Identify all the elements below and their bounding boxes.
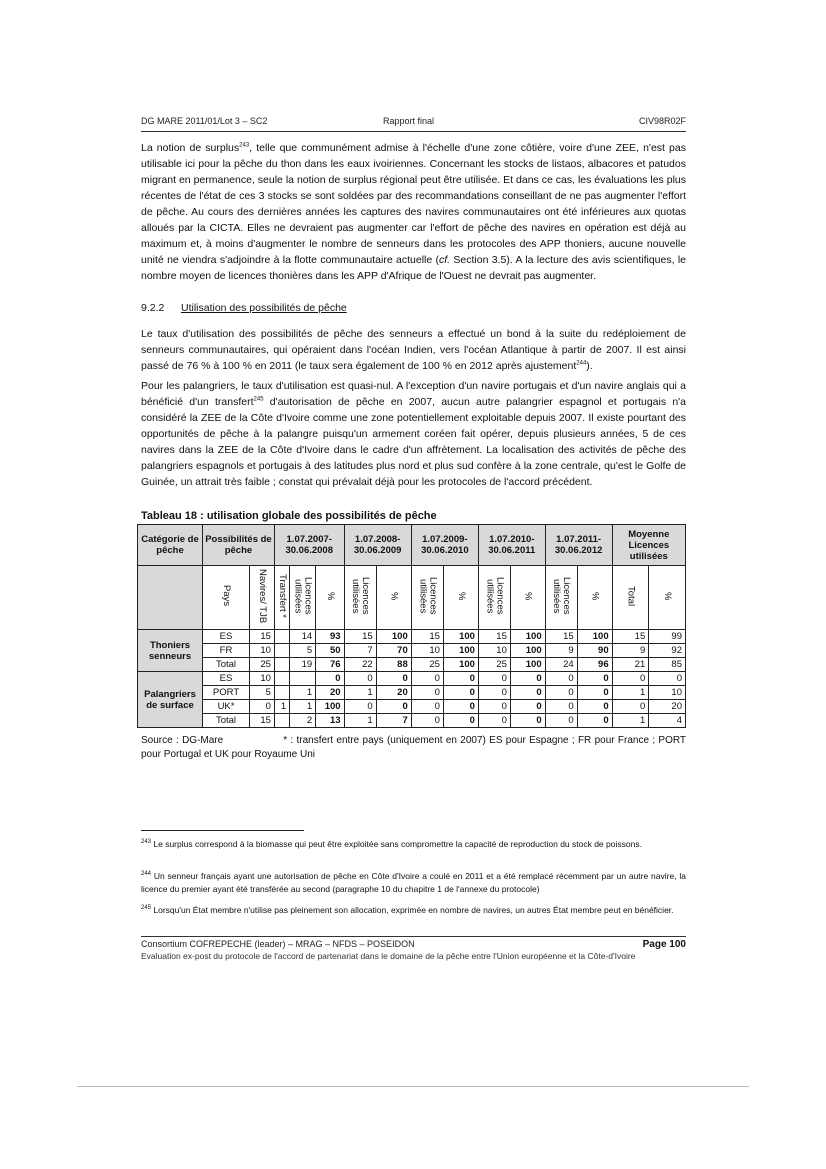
table-cell: Total <box>203 658 250 672</box>
table-cell: 0 <box>478 672 510 686</box>
table-cell: 15 <box>612 630 649 644</box>
table-cell: 9 <box>612 644 649 658</box>
table-cell: PORT <box>203 686 250 700</box>
text: * : transfert entre pays (uniquement en 2007) ES pour Espagne ; FR pour France ; PORT pour Portugal et UK pour Royaume Uni <box>141 735 686 760</box>
table-cell <box>274 630 289 644</box>
table-cell <box>274 686 289 700</box>
table-cell: 0 <box>545 714 577 728</box>
table-cell: 0 <box>443 714 478 728</box>
subheader-cell <box>274 566 289 630</box>
table-cell <box>274 658 289 672</box>
text: Licences utilisées <box>417 577 439 615</box>
table-cell: 25 <box>250 658 275 672</box>
table-cell: 5 <box>290 644 316 658</box>
table-cell: 0 <box>411 700 443 714</box>
table-cell: 100 <box>376 630 411 644</box>
table-cell: 0 <box>510 672 545 686</box>
table-cell: 15 <box>250 714 275 728</box>
table-cell: 85 <box>649 658 686 672</box>
footnote <box>141 904 686 917</box>
table-subheader-row <box>138 566 686 630</box>
table-cell: 0 <box>376 700 411 714</box>
table-cell: 93 <box>316 630 344 644</box>
footer-rule <box>141 936 686 937</box>
table-cell: 15 <box>411 630 443 644</box>
table-cell: 1 <box>344 686 376 700</box>
subheader-cell <box>478 566 510 630</box>
category-cell: Thoniers senneurs <box>138 630 203 672</box>
text: % <box>589 591 601 601</box>
text: Le taux d'utilisation des possibilités de pêche des senneurs a effectué un bond à la suite du redéploiement de senneurs communautaires, qui opéraient dans l'océan Indien, vers l'océan Atlantique à partir de 2007. Il est ainsi passé de 76 % à 100 % en 2011 (le taux sera également de 100 % en 2012 après ajustement <box>141 328 686 372</box>
table-cell: 1 <box>344 714 376 728</box>
table-cell: 0 <box>545 700 577 714</box>
subheader-cell <box>203 566 250 630</box>
subheader-cell <box>250 566 275 630</box>
table-cell: 15 <box>545 630 577 644</box>
table-cell: 50 <box>316 644 344 658</box>
table-cell: 100 <box>443 630 478 644</box>
table-cell: 92 <box>649 644 686 658</box>
table-cell: 0 <box>411 714 443 728</box>
footnote-ref: 243 <box>239 142 250 149</box>
table-cell <box>274 714 289 728</box>
table-row <box>138 686 686 700</box>
table-cell: 15 <box>344 630 376 644</box>
table-cell: 0 <box>545 686 577 700</box>
text: Source : DG-Mare <box>141 735 224 746</box>
table-cell: 0 <box>344 672 376 686</box>
table-cell: UK* <box>203 700 250 714</box>
table-source-note <box>141 734 686 762</box>
footnote-number: 243 <box>141 839 152 846</box>
table-cell: 0 <box>443 686 478 700</box>
table-cell: 15 <box>478 630 510 644</box>
table-cell: 100 <box>510 644 545 658</box>
text: d'autorisation de pêche en 2007, aucun autre palangrier espagnol et portugais n'a considéré la ZEE de la Côte d'Ivoire comme une zone potentiellement exploitable depuis 2007. Il existe pourtant des opportunités de pêche à la palangre puisqu'un armement coréen fait opérer, depuis plusieurs années, 5 de ces navires dans la ZEE de la Côte d'Ivoire dans le cadre d'un affrètement. La localisation des activités de pêche des palangriers espagnols et portugais à des latitudes plus nord et plus sud confère à la zone centrale, qu'est le Golfe de Guinée, un attrait très faible ; constat qui prévalait déjà pour les protocoles de l'accord précédent. <box>141 396 687 488</box>
col-header: 1.07.2011-30.06.2012 <box>545 525 612 566</box>
subheader-cell <box>510 566 545 630</box>
header-rule <box>141 131 686 132</box>
table-cell: 7 <box>376 714 411 728</box>
table-cell <box>290 672 316 686</box>
text: Pays <box>221 585 233 607</box>
footnote-number: 244 <box>141 871 152 878</box>
table-row <box>138 700 686 714</box>
table-cell: 1 <box>290 700 316 714</box>
table-cell: 0 <box>443 700 478 714</box>
blank-cell <box>138 566 203 630</box>
subheader-cell <box>344 566 376 630</box>
table-cell: 1 <box>274 700 289 714</box>
text: Pour les palangriers, le taux d'utilisation est quasi-nul. A l'exception d'un navire portugais et d'un navire anglais qui a bénéficié d'un transfert <box>141 380 686 408</box>
table-cell: 100 <box>316 700 344 714</box>
table-cell: 0 <box>612 672 649 686</box>
text: % <box>388 591 400 601</box>
footnote-ref: 244 <box>576 360 587 367</box>
text: Un senneur français ayant une autorisation de pêche en Côte d'Ivoire a coulé en 2011 et a été remplacé récemment par un autre navire, la licence du premier ayant été transférée au second (paragraphe 10 du chapitre 1 de l'annexe du protocole) <box>141 871 686 894</box>
table-cell: 0 <box>478 686 510 700</box>
text: Total <box>625 585 637 607</box>
text: Lorsqu'un État membre n'utilise pas pleinement son allocation, exprimée en nombre de navires, un autres État membre peut en bénéficier. <box>151 905 674 915</box>
text: Transfert * <box>277 574 289 618</box>
table-cell: 15 <box>250 630 275 644</box>
table-cell: 0 <box>612 700 649 714</box>
table-cell: 25 <box>478 658 510 672</box>
subheader-cell <box>649 566 686 630</box>
table-cell: 7 <box>344 644 376 658</box>
table-cell: 0 <box>376 672 411 686</box>
subheader-cell <box>290 566 316 630</box>
table-cell: 0 <box>577 672 612 686</box>
subheader-cell <box>577 566 612 630</box>
table-cell: 0 <box>443 672 478 686</box>
text: Licences utilisées <box>484 577 506 615</box>
table-cell: 100 <box>443 658 478 672</box>
table-cell: 0 <box>510 686 545 700</box>
section-title: Utilisation des possibilités de pêche <box>181 302 347 314</box>
table-cell: 0 <box>545 672 577 686</box>
table-cell: 0 <box>649 672 686 686</box>
page-footer <box>141 939 686 949</box>
subheader-cell <box>443 566 478 630</box>
table-cell: FR <box>203 644 250 658</box>
table-cell: 0 <box>510 714 545 728</box>
table-cell: 0 <box>250 700 275 714</box>
table-cell: 2 <box>290 714 316 728</box>
subheader-cell <box>612 566 649 630</box>
footnote-ref: 245 <box>253 396 264 403</box>
text: % <box>522 591 534 601</box>
text: % <box>324 591 336 601</box>
table-cell: 0 <box>344 700 376 714</box>
table-cell: 0 <box>411 686 443 700</box>
table-row <box>138 672 686 686</box>
section-number: 9.2.2 <box>141 302 165 314</box>
table-cell: 10 <box>649 686 686 700</box>
table-cell: 24 <box>545 658 577 672</box>
table-cell: 100 <box>510 630 545 644</box>
subheader-cell <box>376 566 411 630</box>
section-heading <box>141 302 347 314</box>
text: % <box>662 591 674 601</box>
table-cell: 88 <box>376 658 411 672</box>
table-cell: Total <box>203 714 250 728</box>
fishing-opportunities-table <box>137 524 686 728</box>
table-cell: 22 <box>344 658 376 672</box>
table-cell: 0 <box>510 700 545 714</box>
footnote-separator <box>141 830 304 831</box>
col-header: 1.07.2010-30.06.2011 <box>478 525 545 566</box>
table-cell: 9 <box>545 644 577 658</box>
table-cell: 0 <box>577 700 612 714</box>
subheader-cell <box>411 566 443 630</box>
text: Licences utilisées <box>350 577 372 615</box>
paragraph-surplus <box>141 140 686 284</box>
text: Licences utilisées <box>551 577 573 615</box>
table-cell: 21 <box>612 658 649 672</box>
table-cell: 19 <box>290 658 316 672</box>
table-cell: 0 <box>577 686 612 700</box>
page-number: Page 100 <box>642 939 686 950</box>
header-reference: DG MARE 2011/01/Lot 3 – SC2 <box>141 116 268 126</box>
footnote <box>141 870 686 896</box>
text: , telle que communément admise à l'échelle d'une zone côtière, voire d'une ZEE, n'est pas utilisable ici pour la pêche du thon dans les eaux ivoiriennes. Concernant les stocks de listaos, albacores et patudos migrant en permanence, seule la notion de surplus régional peut être utilisée. Et dans ce cas, les évaluations les plus récentes de l'état de ces 3 stocks se sont soldées par des recommandations conseillant de ne pas augmenter l'effort de pêche. Au cours des dernières années les captures des navires communautaires ont été inférieures aux quotas alloués par la CICTA. Elles ne devraient pas augmenter car l'effort de pêche des navires en opération est déjà au maximum et, à moins d'augmenter le nombre de senneurs dans les protocoles des APP thoniers, aucune nouvelle unité ne viendra s'adjoindre à la flotte communautaire actuelle ( <box>141 142 686 266</box>
table-cell: 10 <box>250 672 275 686</box>
table-row <box>138 630 686 644</box>
table-cell: 4 <box>649 714 686 728</box>
header-title: Rapport final <box>383 116 435 126</box>
table-cell: 25 <box>411 658 443 672</box>
col-header: Moyenne Licences utilisées <box>612 525 685 566</box>
table-cell: 10 <box>250 644 275 658</box>
table-caption: Tableau 18 : utilisation globale des possibilités de pêche <box>141 510 437 522</box>
table-cell: 100 <box>577 630 612 644</box>
table-cell <box>274 672 289 686</box>
table-cell: 1 <box>612 714 649 728</box>
table-cell: 0 <box>478 700 510 714</box>
table-cell: ES <box>203 672 250 686</box>
paragraph-palangriers <box>141 378 686 490</box>
table-row <box>138 714 686 728</box>
footnote-number: 245 <box>141 905 152 912</box>
table-cell: 5 <box>250 686 275 700</box>
table-cell <box>274 644 289 658</box>
category-cell: Palangriers de surface <box>138 672 203 728</box>
table-cell: 10 <box>478 644 510 658</box>
col-header: 1.07.2009-30.06.2010 <box>411 525 478 566</box>
table-cell: 20 <box>649 700 686 714</box>
subheader-cell <box>545 566 577 630</box>
table-cell: 1 <box>612 686 649 700</box>
col-header: Possibilités de pêche <box>203 525 275 566</box>
table-cell: 70 <box>376 644 411 658</box>
table-cell: 20 <box>376 686 411 700</box>
table-cell: 0 <box>411 672 443 686</box>
table-row <box>138 644 686 658</box>
table-cell: 96 <box>577 658 612 672</box>
text: Licences utilisées <box>292 577 314 615</box>
col-header: 1.07.2007-30.06.2008 <box>274 525 344 566</box>
text: Section 3.5). A la lecture des avis scientifiques, le nombre moyen de licences thonières dans les APP d'Afrique de l'Ouest ne devrait pas augmenter. <box>141 254 686 282</box>
text: ). <box>586 360 593 372</box>
table-cell: 1 <box>290 686 316 700</box>
text: % <box>455 591 467 601</box>
footer-subtitle: Evaluation ex-post du protocole de l'accord de partenariat dans le domaine de la pêche entre l'Union européenne et la Côte-d'Ivoire <box>141 951 636 961</box>
text: Navires/ TJB <box>256 568 268 624</box>
table-cell: ES <box>203 630 250 644</box>
table-cell: 13 <box>316 714 344 728</box>
table-cell: 100 <box>443 644 478 658</box>
paragraph-senneurs <box>141 326 686 374</box>
text: Le surplus correspond à la biomasse qui peut être exploitée sans compromettre la capacité de reproduction du stock de poissons. <box>151 839 642 849</box>
text: cf. <box>439 254 451 266</box>
table-header-row <box>138 525 686 566</box>
table-cell: 90 <box>577 644 612 658</box>
table-row <box>138 658 686 672</box>
table-cell: 100 <box>510 658 545 672</box>
table-cell: 0 <box>577 714 612 728</box>
table-cell: 14 <box>290 630 316 644</box>
footnote <box>141 838 686 851</box>
table-cell: 99 <box>649 630 686 644</box>
table-cell: 0 <box>316 672 344 686</box>
header-code: CIV98R02F <box>638 116 686 126</box>
table-cell: 20 <box>316 686 344 700</box>
subheader-cell <box>316 566 344 630</box>
table-cell: 76 <box>316 658 344 672</box>
footer-consortium: Consortium COFREPECHE (leader) – MRAG – NFDS – POSEIDON <box>141 939 415 949</box>
table-cell: 10 <box>411 644 443 658</box>
col-header: 1.07.2008-30.06.2009 <box>344 525 411 566</box>
text: La notion de surplus <box>141 142 240 154</box>
page-bottom-line <box>77 1086 749 1087</box>
table-cell: 0 <box>478 714 510 728</box>
col-header: Catégorie de pêche <box>138 525 203 566</box>
